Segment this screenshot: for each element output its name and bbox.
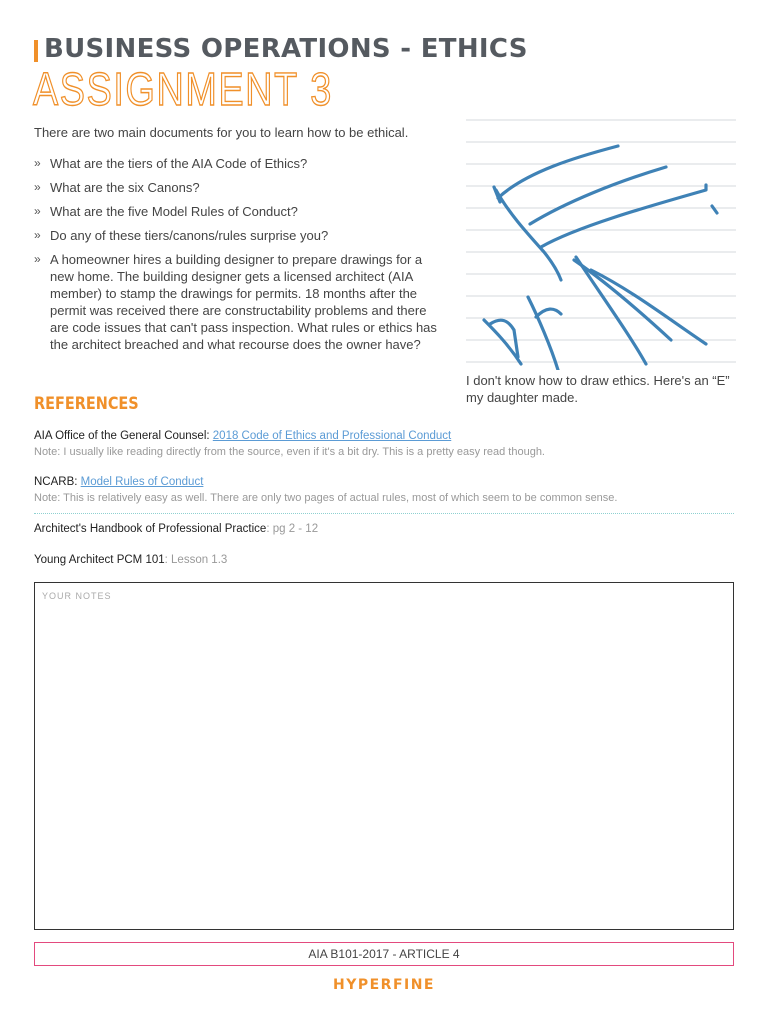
intro-text: There are two main documents for you to learn how to be ethical. [34, 125, 409, 140]
bullet-icon: » [34, 204, 41, 218]
dotted-divider [34, 513, 734, 514]
bullet-icon: » [34, 156, 41, 170]
reference-pcm [34, 554, 227, 566]
notes-label: YOUR NOTES [42, 591, 112, 601]
reference-ncarb [34, 476, 203, 488]
question-item [34, 227, 439, 244]
ncarb-model-rules-link[interactable]: Model Rules of Conduct [80, 476, 204, 488]
bullet-icon: » [34, 180, 41, 194]
assignment-title: ASSIGNMENT 3 [33, 63, 333, 115]
reference-note: Note: I usually like reading directly from the source, even if it's a bit dry. This is a pretty easy read though. [34, 446, 545, 458]
references-heading: REFERENCES [34, 394, 139, 414]
footer-reference-box: AIA B101-2017 - ARTICLE 4 [34, 942, 734, 966]
reference-title: Architect's Handbook of Professional Practice [34, 523, 267, 535]
hand-drawn-e-image [466, 112, 736, 370]
reference-title: Young Architect PCM 101 [34, 554, 165, 566]
reference-source: AIA Office of the General Counsel: [34, 430, 213, 442]
question-list [34, 155, 439, 360]
question-item [34, 251, 439, 353]
bullet-icon: » [34, 252, 41, 266]
aia-code-of-ethics-link[interactable]: 2018 Code of Ethics and Professional Conduct [212, 430, 452, 442]
notebook-lines [466, 120, 736, 362]
question-text: Do any of these tiers/canons/rules surprise you? [50, 228, 329, 243]
page-title: BUSINESS OPERATIONS - ETHICS [44, 34, 528, 64]
question-item [34, 179, 439, 196]
bullet-icon: » [34, 228, 41, 242]
question-text: What are the five Model Rules of Conduct? [50, 204, 298, 219]
question-text: What are the tiers of the AIA Code of Ethics? [50, 156, 308, 171]
reference-aia [34, 430, 451, 442]
notes-area[interactable] [34, 582, 734, 930]
reference-source: NCARB: [34, 476, 81, 488]
question-item [34, 155, 439, 172]
reference-detail: : Lesson 1.3 [164, 554, 228, 566]
brand-logo: HYPERFINE [332, 977, 435, 993]
image-caption: I don't know how to draw ethics. Here's an “E” my daughter made. [466, 373, 730, 405]
reference-note: Note: This is relatively easy as well. There are only two pages of actual rules, most of which seem to be common sense. [34, 492, 618, 504]
reference-detail: : pg 2 - 12 [266, 523, 319, 535]
question-text: What are the six Canons? [50, 180, 200, 195]
title-accent-bar [34, 40, 38, 62]
question-item [34, 203, 439, 220]
reference-handbook [34, 523, 318, 535]
crayon-strokes [484, 146, 717, 370]
question-text: A homeowner hires a building designer to prepare drawings for a new home. The building designer gets a licensed architect (AIA member) to stamp the drawings for permits. 18 months after the permit was received there are constructability problems and there are code issues that can't pass inspection. What rules or ethics has the architect breached and what recourse does the owner have? [50, 252, 437, 352]
